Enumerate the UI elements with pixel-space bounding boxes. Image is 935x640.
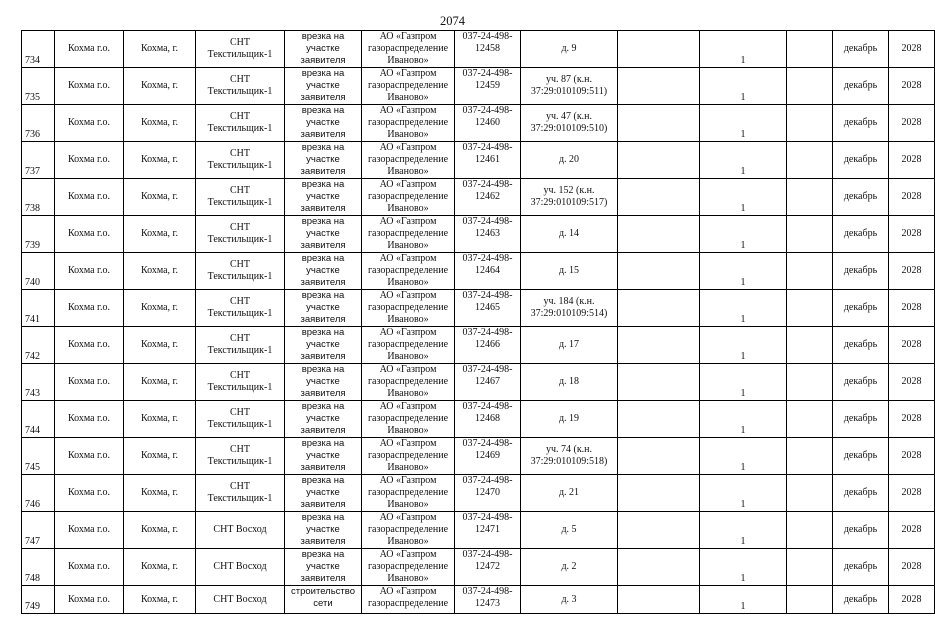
address-cell: уч. 87 (к.н. 37:29:010109:511) (521, 68, 618, 105)
year-cell: 2028 (889, 364, 935, 401)
table-row (22, 216, 935, 253)
year-cell: 2028 (889, 549, 935, 586)
table-row (22, 401, 935, 438)
year-cell: 2028 (889, 179, 935, 216)
registration-number-cell: 037-24-498-12460 (455, 105, 521, 142)
month-cell: декабрь (833, 142, 889, 179)
district-cell: Кохма г.о. (55, 549, 124, 586)
empty-cell (618, 290, 700, 327)
quantity-cell: 1 (700, 31, 787, 68)
city-cell: Кохма, г. (124, 364, 196, 401)
address-cell: д. 2 (521, 549, 618, 586)
quantity-cell: 1 (700, 327, 787, 364)
quantity-cell: 1 (700, 179, 787, 216)
month-cell: декабрь (833, 327, 889, 364)
month-cell: декабрь (833, 253, 889, 290)
row-number-cell: 738 (22, 179, 55, 216)
row-number-cell: 740 (22, 253, 55, 290)
row-number-cell: 737 (22, 142, 55, 179)
quantity-cell: 1 (700, 68, 787, 105)
address-cell: д. 3 (521, 586, 618, 614)
address-cell: д. 20 (521, 142, 618, 179)
city-cell: Кохма, г. (124, 105, 196, 142)
table-row (22, 105, 935, 142)
quantity-cell: 1 (700, 512, 787, 549)
registration-number-cell: 037-24-498-12473 (455, 586, 521, 614)
organization-cell: АО «Газпром газораспределение Иваново» (362, 364, 455, 401)
registration-number-cell: 037-24-498-12466 (455, 327, 521, 364)
organization-cell: АО «Газпром газораспределение Иваново» (362, 216, 455, 253)
registration-number-cell: 037-24-498-12464 (455, 253, 521, 290)
month-cell: декабрь (833, 512, 889, 549)
empty-cell (787, 142, 833, 179)
empty-cell (618, 179, 700, 216)
district-cell: Кохма г.о. (55, 586, 124, 614)
year-cell: 2028 (889, 31, 935, 68)
work-type-cell: врезка на участке заявителя (285, 179, 362, 216)
year-cell: 2028 (889, 105, 935, 142)
empty-cell (787, 512, 833, 549)
work-type-cell: врезка на участке заявителя (285, 253, 362, 290)
empty-cell (787, 68, 833, 105)
month-cell: декабрь (833, 105, 889, 142)
row-number-cell: 749 (22, 586, 55, 614)
address-cell: уч. 152 (к.н. 37:29:010109:517) (521, 179, 618, 216)
registration-number-cell: 037-24-498-12459 (455, 68, 521, 105)
city-cell: Кохма, г. (124, 512, 196, 549)
address-cell: уч. 74 (к.н. 37:29:010109:518) (521, 438, 618, 475)
empty-cell (618, 438, 700, 475)
snt-name-cell: СНТ Текстильщик-1 (196, 105, 285, 142)
year-cell: 2028 (889, 216, 935, 253)
year-cell: 2028 (889, 327, 935, 364)
month-cell: декабрь (833, 179, 889, 216)
address-cell: д. 21 (521, 475, 618, 512)
table-row (22, 512, 935, 549)
quantity-cell: 1 (700, 142, 787, 179)
address-cell: д. 19 (521, 401, 618, 438)
row-number-cell: 741 (22, 290, 55, 327)
month-cell: декабрь (833, 401, 889, 438)
snt-name-cell: СНТ Текстильщик-1 (196, 179, 285, 216)
table-row (22, 438, 935, 475)
address-cell: д. 14 (521, 216, 618, 253)
row-number-cell: 734 (22, 31, 55, 68)
organization-cell: АО «Газпром газораспределение Иваново» (362, 438, 455, 475)
year-cell: 2028 (889, 438, 935, 475)
month-cell: декабрь (833, 438, 889, 475)
year-cell: 2028 (889, 475, 935, 512)
registry-table (21, 30, 935, 614)
month-cell: декабрь (833, 364, 889, 401)
registration-number-cell: 037-24-498-12458 (455, 31, 521, 68)
district-cell: Кохма г.о. (55, 68, 124, 105)
empty-cell (787, 327, 833, 364)
quantity-cell: 1 (700, 549, 787, 586)
work-type-cell: врезка на участке заявителя (285, 327, 362, 364)
year-cell: 2028 (889, 68, 935, 105)
registration-number-cell: 037-24-498-12465 (455, 290, 521, 327)
city-cell: Кохма, г. (124, 142, 196, 179)
empty-cell (787, 549, 833, 586)
empty-cell (618, 31, 700, 68)
work-type-cell: врезка на участке заявителя (285, 438, 362, 475)
empty-cell (787, 586, 833, 614)
district-cell: Кохма г.о. (55, 105, 124, 142)
city-cell: Кохма, г. (124, 68, 196, 105)
organization-cell: АО «Газпром газораспределение Иваново» (362, 290, 455, 327)
snt-name-cell: СНТ Текстильщик-1 (196, 68, 285, 105)
quantity-cell: 1 (700, 401, 787, 438)
district-cell: Кохма г.о. (55, 475, 124, 512)
registration-number-cell: 037-24-498-12469 (455, 438, 521, 475)
quantity-cell: 1 (700, 253, 787, 290)
table-row (22, 179, 935, 216)
organization-cell: АО «Газпром газораспределение Иваново» (362, 327, 455, 364)
table-row (22, 475, 935, 512)
city-cell: Кохма, г. (124, 586, 196, 614)
work-type-cell: врезка на участке заявителя (285, 31, 362, 68)
empty-cell (618, 549, 700, 586)
year-cell: 2028 (889, 290, 935, 327)
snt-name-cell: СНТ Текстильщик-1 (196, 290, 285, 327)
table-row (22, 142, 935, 179)
month-cell: декабрь (833, 475, 889, 512)
table-row (22, 253, 935, 290)
row-number-cell: 746 (22, 475, 55, 512)
city-cell: Кохма, г. (124, 216, 196, 253)
quantity-cell: 1 (700, 586, 787, 614)
work-type-cell: врезка на участке заявителя (285, 364, 362, 401)
snt-name-cell: СНТ Текстильщик-1 (196, 475, 285, 512)
table-row (22, 327, 935, 364)
empty-cell (618, 512, 700, 549)
quantity-cell: 1 (700, 475, 787, 512)
year-cell: 2028 (889, 512, 935, 549)
month-cell: декабрь (833, 31, 889, 68)
year-cell: 2028 (889, 142, 935, 179)
registration-number-cell: 037-24-498-12471 (455, 512, 521, 549)
row-number-cell: 744 (22, 401, 55, 438)
work-type-cell: строительство сети (285, 586, 362, 614)
empty-cell (787, 253, 833, 290)
table-row (22, 290, 935, 327)
quantity-cell: 1 (700, 105, 787, 142)
row-number-cell: 747 (22, 512, 55, 549)
city-cell: Кохма, г. (124, 327, 196, 364)
district-cell: Кохма г.о. (55, 364, 124, 401)
organization-cell: АО «Газпром газораспределение Иваново» (362, 549, 455, 586)
address-cell: уч. 47 (к.н. 37:29:010109:510) (521, 105, 618, 142)
year-cell: 2028 (889, 253, 935, 290)
district-cell: Кохма г.о. (55, 327, 124, 364)
organization-cell: АО «Газпром газораспределение (362, 586, 455, 614)
empty-cell (787, 31, 833, 68)
city-cell: Кохма, г. (124, 290, 196, 327)
work-type-cell: врезка на участке заявителя (285, 512, 362, 549)
empty-cell (618, 216, 700, 253)
address-cell: д. 5 (521, 512, 618, 549)
row-number-cell: 745 (22, 438, 55, 475)
snt-name-cell: СНТ Текстильщик-1 (196, 31, 285, 68)
work-type-cell: врезка на участке заявителя (285, 549, 362, 586)
row-number-cell: 743 (22, 364, 55, 401)
district-cell: Кохма г.о. (55, 31, 124, 68)
table-row (22, 586, 935, 614)
table-row (22, 68, 935, 105)
empty-cell (787, 364, 833, 401)
city-cell: Кохма, г. (124, 31, 196, 68)
snt-name-cell: СНТ Текстильщик-1 (196, 216, 285, 253)
organization-cell: АО «Газпром газораспределение Иваново» (362, 68, 455, 105)
organization-cell: АО «Газпром газораспределение Иваново» (362, 142, 455, 179)
snt-name-cell: СНТ Текстильщик-1 (196, 253, 285, 290)
city-cell: Кохма, г. (124, 179, 196, 216)
city-cell: Кохма, г. (124, 549, 196, 586)
organization-cell: АО «Газпром газораспределение Иваново» (362, 401, 455, 438)
district-cell: Кохма г.о. (55, 290, 124, 327)
row-number-cell: 736 (22, 105, 55, 142)
empty-cell (618, 253, 700, 290)
city-cell: Кохма, г. (124, 475, 196, 512)
work-type-cell: врезка на участке заявителя (285, 401, 362, 438)
row-number-cell: 742 (22, 327, 55, 364)
address-cell: уч. 184 (к.н. 37:29:010109:514) (521, 290, 618, 327)
empty-cell (787, 105, 833, 142)
empty-cell (618, 105, 700, 142)
year-cell: 2028 (889, 401, 935, 438)
snt-name-cell: СНТ Текстильщик-1 (196, 142, 285, 179)
district-cell: Кохма г.о. (55, 401, 124, 438)
city-cell: Кохма, г. (124, 253, 196, 290)
organization-cell: АО «Газпром газораспределение Иваново» (362, 179, 455, 216)
district-cell: Кохма г.о. (55, 438, 124, 475)
snt-name-cell: СНТ Текстильщик-1 (196, 401, 285, 438)
empty-cell (618, 586, 700, 614)
month-cell: декабрь (833, 549, 889, 586)
snt-name-cell: СНТ Текстильщик-1 (196, 438, 285, 475)
district-cell: Кохма г.о. (55, 142, 124, 179)
snt-name-cell: СНТ Восход (196, 586, 285, 614)
organization-cell: АО «Газпром газораспределение Иваново» (362, 105, 455, 142)
organization-cell: АО «Газпром газораспределение Иваново» (362, 512, 455, 549)
snt-name-cell: СНТ Восход (196, 512, 285, 549)
registration-number-cell: 037-24-498-12467 (455, 364, 521, 401)
organization-cell: АО «Газпром газораспределение Иваново» (362, 475, 455, 512)
empty-cell (787, 475, 833, 512)
month-cell: декабрь (833, 586, 889, 614)
work-type-cell: врезка на участке заявителя (285, 105, 362, 142)
address-cell: д. 15 (521, 253, 618, 290)
empty-cell (787, 216, 833, 253)
organization-cell: АО «Газпром газораспределение Иваново» (362, 31, 455, 68)
empty-cell (787, 179, 833, 216)
district-cell: Кохма г.о. (55, 216, 124, 253)
row-number-cell: 735 (22, 68, 55, 105)
empty-cell (787, 401, 833, 438)
district-cell: Кохма г.о. (55, 512, 124, 549)
address-cell: д. 9 (521, 31, 618, 68)
page-number: 2074 (440, 14, 465, 28)
work-type-cell: врезка на участке заявителя (285, 142, 362, 179)
registration-number-cell: 037-24-498-12470 (455, 475, 521, 512)
empty-cell (618, 142, 700, 179)
empty-cell (618, 364, 700, 401)
work-type-cell: врезка на участке заявителя (285, 475, 362, 512)
work-type-cell: врезка на участке заявителя (285, 290, 362, 327)
registration-number-cell: 037-24-498-12468 (455, 401, 521, 438)
city-cell: Кохма, г. (124, 401, 196, 438)
registration-number-cell: 037-24-498-12463 (455, 216, 521, 253)
row-number-cell: 748 (22, 549, 55, 586)
registration-number-cell: 037-24-498-12461 (455, 142, 521, 179)
work-type-cell: врезка на участке заявителя (285, 68, 362, 105)
snt-name-cell: СНТ Текстильщик-1 (196, 364, 285, 401)
table-body (22, 31, 935, 614)
work-type-cell: врезка на участке заявителя (285, 216, 362, 253)
table-row (22, 364, 935, 401)
empty-cell (618, 475, 700, 512)
row-number-cell: 739 (22, 216, 55, 253)
address-cell: д. 18 (521, 364, 618, 401)
table-row (22, 31, 935, 68)
table-row (22, 549, 935, 586)
month-cell: декабрь (833, 68, 889, 105)
year-cell: 2028 (889, 586, 935, 614)
snt-name-cell: СНТ Текстильщик-1 (196, 327, 285, 364)
registration-number-cell: 037-24-498-12462 (455, 179, 521, 216)
snt-name-cell: СНТ Восход (196, 549, 285, 586)
city-cell: Кохма, г. (124, 438, 196, 475)
district-cell: Кохма г.о. (55, 253, 124, 290)
quantity-cell: 1 (700, 364, 787, 401)
organization-cell: АО «Газпром газораспределение Иваново» (362, 253, 455, 290)
empty-cell (618, 327, 700, 364)
district-cell: Кохма г.о. (55, 179, 124, 216)
empty-cell (618, 401, 700, 438)
registration-number-cell: 037-24-498-12472 (455, 549, 521, 586)
month-cell: декабрь (833, 290, 889, 327)
empty-cell (787, 290, 833, 327)
month-cell: декабрь (833, 216, 889, 253)
quantity-cell: 1 (700, 438, 787, 475)
quantity-cell: 1 (700, 290, 787, 327)
empty-cell (787, 438, 833, 475)
address-cell: д. 17 (521, 327, 618, 364)
quantity-cell: 1 (700, 216, 787, 253)
empty-cell (618, 68, 700, 105)
